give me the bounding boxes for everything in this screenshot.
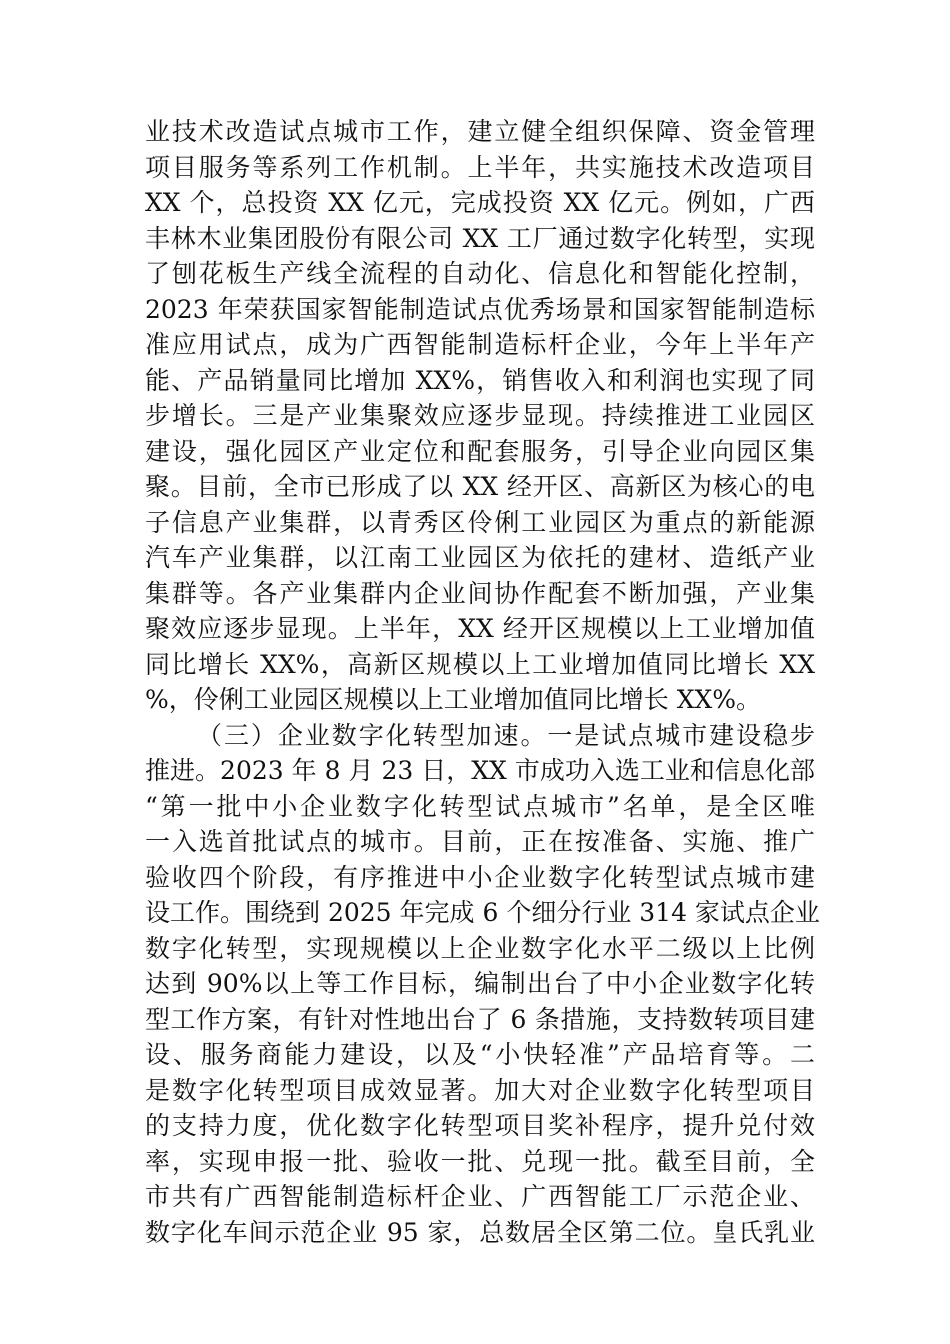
text-line: 业技术改造试点城市工作，建立健全组织保障、资金管理 — [145, 117, 815, 146]
text-line: 能、产品销量同比增加 XX%，销售收入和利润也实现了同 — [145, 365, 815, 395]
text-line: 设、服务商能力建设，以及“小快轻准”产品培育等。二 — [145, 1040, 815, 1069]
text-line: 推进。2023 年 8 月 23 日，XX 市成功入选工业和信息化部 — [145, 756, 815, 785]
text-line: 数字化转型，实现规模以上企业数字化水平二级以上比例 — [145, 933, 815, 963]
text-line: 数字化车间示范企业 95 家，总数居全区第二位。皇氏乳业 — [145, 1217, 815, 1247]
text-line: 市共有广西智能制造标杆企业、广西智能工厂示范企业、 — [145, 1182, 815, 1211]
text-line: 了刨花板生产线全流程的自动化、信息化和智能化控制， — [145, 259, 815, 288]
text-line: 准应用试点，成为广西智能制造标杆企业，今年上半年产 — [145, 330, 815, 359]
text-line: 的支持力度，优化数字化转型项目奖补程序，提升兑付效 — [145, 1111, 815, 1140]
text-line: 率，实现申报一批、验收一批、兑现一批。截至目前，全 — [145, 1146, 815, 1176]
text-line: 同比增长 XX%，高新区规模以上工业增加值同比增长 XX — [145, 649, 815, 679]
text-line: 项目服务等系列工作机制。上半年，共实施技术改造项目 — [145, 152, 815, 182]
text-line: 建设，强化园区产业定位和配套服务，引导企业向园区集 — [145, 436, 815, 466]
text-line: XX 个，总投资 XX 亿元，完成投资 XX 亿元。例如，广西 — [145, 188, 815, 217]
text-line: %，伶俐工业园区规模以上工业增加值同比增长 XX%。 — [145, 685, 762, 714]
document-body — [145, 114, 820, 1250]
text-line: 步增长。三是产业集聚效应逐步显现。持续推进工业园区 — [145, 401, 815, 430]
text-line: 达到 90%以上等工作目标，编制出台了中小企业数字化转 — [145, 969, 815, 998]
text-line: 是数字化转型项目成效显著。加大对企业数字化转型项目 — [145, 1075, 815, 1105]
section-heading-line: （三）企业数字化转型加速。一是试点城市建设稳步 — [197, 720, 815, 750]
text-line: 丰林木业集团股份有限公司 XX 工厂通过数字化转型，实现 — [145, 223, 815, 253]
text-line: “第一批中小企业数字化转型试点城市”名单，是全区唯 — [145, 791, 815, 821]
text-line: 设工作。围绕到 2025 年完成 6 个细分行业 314 家试点企业 — [145, 898, 820, 927]
text-line: 子信息产业集群，以青秀区伶俐工业园区为重点的新能源 — [145, 507, 815, 537]
text-line: 聚效应逐步显现。上半年，XX 经开区规模以上工业增加值 — [145, 614, 815, 643]
text-line: 2023 年荣获国家智能制造试点优秀场景和国家智能制造标 — [145, 294, 815, 324]
text-line: 汽车产业集群，以江南工业园区为依托的建材、造纸产业 — [145, 543, 815, 572]
text-line: 型工作方案，有针对性地出台了 6 条措施，支持数转项目建 — [145, 1004, 815, 1034]
text-line: 聚。目前，全市已形成了以 XX 经开区、高新区为核心的电 — [145, 472, 815, 501]
text-line: 集群等。各产业集群内企业间协作配套不断加强，产业集 — [145, 578, 815, 608]
text-line: 一入选首批试点的城市。目前，正在按准备、实施、推广 — [145, 827, 815, 856]
text-line: 验收四个阶段，有序推进中小企业数字化转型试点城市建 — [145, 862, 815, 892]
